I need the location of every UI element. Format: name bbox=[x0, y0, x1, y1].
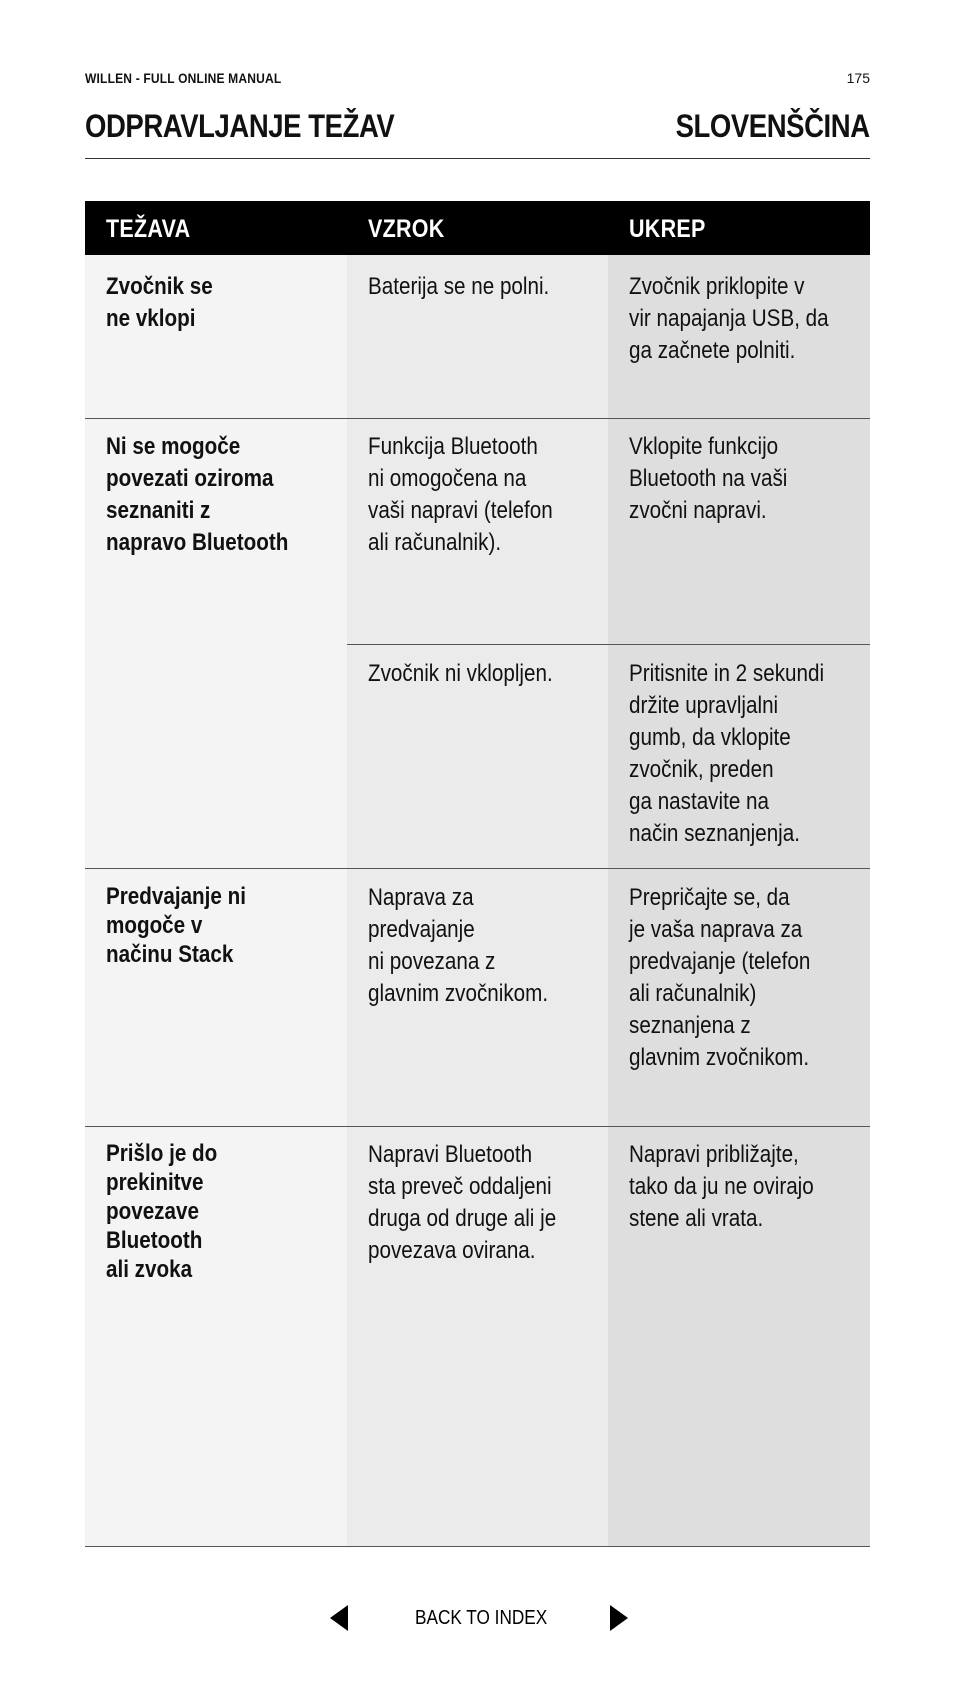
table-row-1-action: Zvočnik priklopite v vir napajanja USB, da ga začnete polniti. bbox=[629, 273, 829, 364]
triangle-left-icon[interactable] bbox=[330, 1605, 348, 1631]
table-row-4-problem: Prišlo je do prekinitve povezave Bluetooth ali zvoka bbox=[106, 1140, 218, 1283]
running-header bbox=[85, 70, 870, 88]
table-row-2b-action: Pritisnite in 2 sekundi držite upravljalni gumb, da vklopite zvočnik, preden ga nastavite na način seznanjenja. bbox=[629, 660, 825, 847]
table-row-1-problem: Zvočnik se ne vklopi bbox=[106, 273, 213, 332]
manual-title: WILLEN - FULL ONLINE MANUAL bbox=[85, 70, 282, 86]
table-row-4-cause: Napravi Bluetooth sta preveč oddaljeni druga od druge ali je povezava ovirana. bbox=[368, 1141, 557, 1264]
table-row-2-problem: Ni se mogoče povezati oziroma seznaniti z napravo Bluetooth bbox=[106, 433, 289, 556]
back-to-index-link[interactable]: BACK TO INDEX bbox=[415, 1607, 548, 1629]
column-header-problem: TEŽAVA bbox=[106, 215, 191, 243]
troubleshooting-table bbox=[85, 201, 870, 1547]
page-header bbox=[85, 108, 870, 148]
table-bottom-rule bbox=[85, 1546, 870, 1547]
triangle-right-icon[interactable] bbox=[610, 1605, 628, 1631]
column-header-cause: VZROK bbox=[368, 215, 445, 243]
sub-row-divider bbox=[347, 644, 870, 645]
row-divider bbox=[85, 418, 870, 419]
row-divider bbox=[85, 1126, 870, 1127]
table-row-4-action: Napravi približajte, tako da ju ne ovirajo stene ali vrata. bbox=[629, 1141, 814, 1232]
page-number: 175 bbox=[846, 70, 870, 86]
table-row-1-cause: Baterija se ne polni. bbox=[368, 273, 550, 300]
column-header-action: UKREP bbox=[629, 215, 706, 243]
footer-navigation bbox=[320, 1601, 630, 1637]
table-row-3-problem: Predvajanje ni mogoče v načinu Stack bbox=[106, 883, 246, 968]
header-divider bbox=[85, 158, 870, 159]
language-title: SLOVENŠČINA bbox=[675, 108, 870, 144]
table-row-2b-cause: Zvočnik ni vklopljen. bbox=[368, 660, 553, 687]
row-divider bbox=[85, 868, 870, 869]
table-header bbox=[85, 201, 870, 255]
table-row-3-cause: Naprava za predvajanje ni povezana z glavnim zvočnikom. bbox=[368, 884, 549, 1007]
section-title: ODPRAVLJANJE TEŽAV bbox=[85, 108, 395, 144]
table-row-3-action: Prepričajte se, da je vaša naprava za predvajanje (telefon ali računalnik) seznanjena z glavnim zvočnikom. bbox=[629, 884, 811, 1071]
table-row-2a-action: Vklopite funkcijo Bluetooth na vaši zvočni napravi. bbox=[629, 433, 788, 524]
table-row-2a-cause: Funkcija Bluetooth ni omogočena na vaši napravi (telefon ali računalnik). bbox=[368, 433, 553, 556]
